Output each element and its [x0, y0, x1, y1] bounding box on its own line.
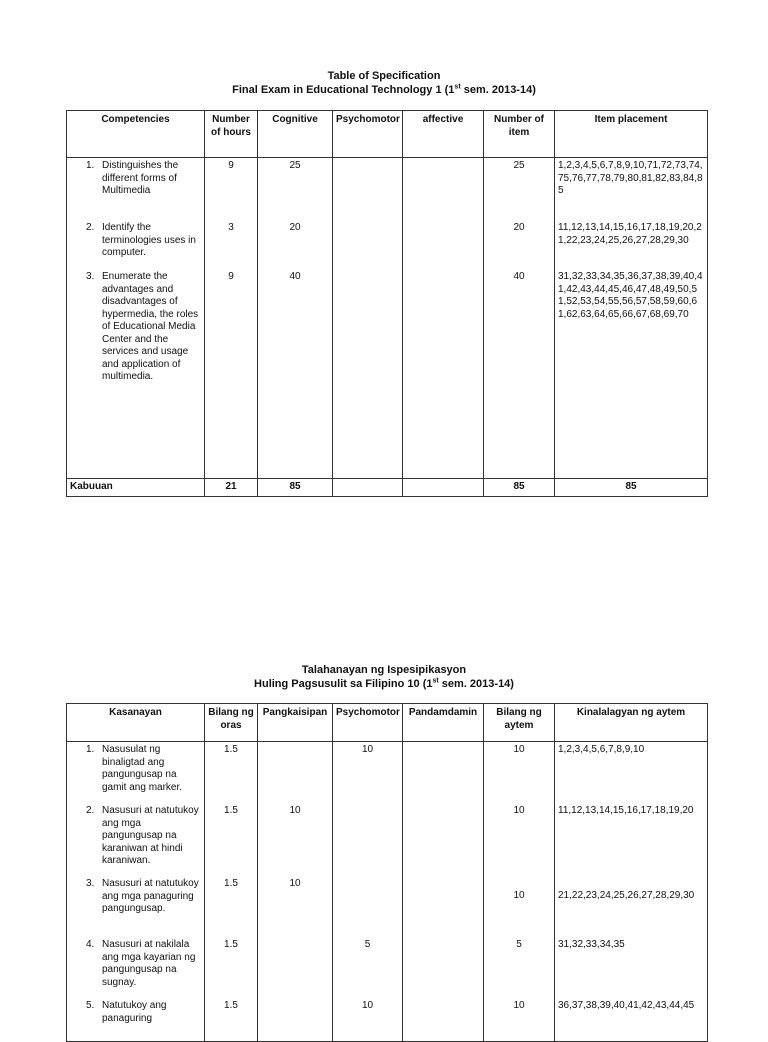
cognitive-value: 25 — [289, 160, 301, 171]
table-row — [67, 158, 708, 479]
hours-value: 1.5 — [224, 939, 238, 950]
placement-value: 11,12,13,14,15,16,17,18,19,20,21,22,23,24,25,26,27,28,29,30 — [558, 222, 702, 246]
items-value: 5 — [516, 939, 522, 950]
table2-header-oras: Bilang ng oras — [205, 704, 258, 742]
table2-header-kinalalagyan: Kinalalagyan ng aytem — [555, 704, 708, 742]
competency-text: Nasusuri at natutukoy ang mga panaguring pangungusap. — [102, 878, 199, 914]
table2-header-kasanayan: Kasanayan — [67, 704, 205, 742]
competency-text: Nasusuri at nakilala ang mga kayarian ng pangungusap na sugnay. — [102, 939, 196, 988]
table1-header-psychomotor: Psychomotor — [333, 111, 403, 158]
list-item — [86, 271, 201, 384]
hours-value: 1.5 — [224, 805, 238, 816]
table2 — [66, 703, 708, 1042]
table1-affective-cell — [403, 158, 484, 479]
item-number: 1. — [86, 744, 95, 755]
pangkaisipan-value: 10 — [289, 805, 301, 816]
item-number: 1. — [86, 160, 95, 171]
list-item — [86, 744, 201, 805]
table1-cognitive-cell — [258, 158, 333, 479]
competency-text: Natutukoy ang panaguring — [102, 1000, 167, 1024]
table1-hours-cell — [205, 158, 258, 479]
total-items: 85 — [484, 479, 555, 497]
total-affective — [403, 479, 484, 497]
table1-placement-cell — [555, 158, 708, 479]
table2-pandamdamin-cell — [403, 742, 484, 1042]
table1-subtitle-prefix: Final Exam in Educational Technology 1 (1 — [232, 84, 455, 96]
table1-header-competencies: Competencies — [67, 111, 205, 158]
table2-subtitle-suffix: sem. 2013-14) — [438, 678, 514, 690]
table2-header-pandamdamin: Pandamdamin — [403, 704, 484, 742]
table1-header-placement: Item placement — [555, 111, 708, 158]
competency-text: Nasusuri at natutukoy ang mga pangungusap na karaniwan at hindi karaniwan. — [102, 805, 199, 866]
hours-value: 3 — [228, 222, 234, 233]
table1-items-cell — [484, 158, 555, 479]
table-row — [67, 742, 708, 1042]
table2-oras-cell — [205, 742, 258, 1042]
table2-header-aytem: Bilang ng aytem — [484, 704, 555, 742]
list-item — [86, 160, 201, 222]
pangkaisipan-value — [261, 744, 329, 805]
items-value: 20 — [513, 222, 525, 233]
placement-value: 1,2,3,4,5,6,7,8,9,10,71,72,73,74,75,76,77,78,79,80,81,82,83,84,85 — [558, 160, 703, 196]
table2-header-pangkaisipan: Pangkaisipan — [258, 704, 333, 742]
total-psychomotor — [333, 479, 403, 497]
items-value: 25 — [513, 160, 525, 171]
items-value: 40 — [513, 271, 525, 282]
item-number: 4. — [86, 939, 95, 950]
item-number: 2. — [86, 222, 95, 233]
table2-header-psychomotor: Psychomotor — [333, 704, 403, 742]
total-hours: 21 — [205, 479, 258, 497]
table2-kasanayan-cell — [67, 742, 205, 1042]
cognitive-value: 40 — [289, 271, 301, 282]
hours-value: 1.5 — [224, 744, 238, 755]
competency-text: Identify the terminologies uses in computer. — [102, 222, 196, 258]
competency-text: Nasusulat ng binaligtad ang pangungusap na gamit ang marker. — [102, 744, 183, 793]
table1-competencies-cell — [67, 158, 205, 479]
placement-value: 31,32,33,34,35 — [558, 939, 625, 950]
psychomotor-value: 10 — [361, 744, 374, 755]
placement-value: 36,37,38,39,40,41,42,43,44,45 — [558, 1000, 695, 1011]
table1-psychomotor-cell — [333, 158, 403, 479]
item-number: 5. — [86, 1000, 95, 1011]
hours-value: 9 — [228, 271, 234, 282]
table1-total-row — [67, 479, 708, 497]
placement-value: 1,2,3,4,5,6,7,8,9,10 — [558, 744, 645, 755]
competency-text: Distinguishes the different forms of Multimedia — [102, 160, 179, 196]
table1-title: Table of Specification — [327, 70, 441, 82]
list-item — [86, 222, 201, 271]
item-number: 3. — [86, 271, 95, 282]
total-label: Kabuuan — [67, 479, 205, 497]
table2-subtitle — [0, 677, 768, 691]
hours-value: 1.5 — [224, 1000, 238, 1011]
psychomotor-value — [336, 805, 399, 878]
items-value: 10 — [513, 744, 525, 755]
placement-value: 21,22,23,24,25,26,27,28,29,30 — [558, 890, 695, 901]
table2-kinalalagyan-cell — [555, 742, 708, 1042]
table1-subtitle-suffix: sem. 2013-14) — [460, 84, 536, 96]
item-number: 2. — [86, 805, 95, 816]
pangkaisipan-value: 10 — [289, 878, 301, 889]
table2-psychomotor-cell — [333, 742, 403, 1042]
cognitive-value: 20 — [289, 222, 301, 233]
placement-value: 31,32,33,34,35,36,37,38,39,40,41,42,43,44,45,46,47,48,49,50,51,52,53,54,55,56,57,58,59,60,61,62,63,64,65,66,67,68,69,70 — [558, 271, 703, 320]
table1-header-affective: affective — [403, 111, 484, 158]
table2-pangkaisipan-cell — [258, 742, 333, 1042]
table2-aytem-cell — [484, 742, 555, 1042]
items-value: 10 — [513, 1000, 525, 1011]
psychomotor-value: 10 — [361, 1000, 374, 1011]
psychomotor-value — [336, 878, 399, 939]
items-value: 10 — [513, 890, 525, 901]
table1-subtitle — [0, 83, 768, 97]
hours-value: 1.5 — [224, 878, 238, 889]
table1-header-hours: Number of hours — [205, 111, 258, 158]
table1-subtitle-sup: st — [454, 83, 461, 91]
table2-subtitle-sup: st — [432, 677, 439, 685]
table2-title: Talahanayan ng Ispesipikasyon — [301, 664, 467, 676]
total-cognitive: 85 — [258, 479, 333, 497]
hours-value: 9 — [228, 160, 234, 171]
table1-header-cognitive: Cognitive — [258, 111, 333, 158]
items-value: 10 — [513, 805, 525, 816]
list-item — [86, 1000, 201, 1025]
pangkaisipan-value — [261, 939, 329, 1000]
item-number: 3. — [86, 878, 95, 889]
table2-subtitle-prefix: Huling Pagsusulit sa Filipino 10 (1 — [254, 678, 433, 690]
list-item — [86, 878, 201, 939]
placement-value: 11,12,13,14,15,16,17,18,19,20 — [558, 805, 694, 816]
list-item — [86, 939, 201, 1000]
psychomotor-value: 5 — [364, 939, 371, 950]
total-placement: 85 — [555, 479, 708, 497]
list-item — [86, 805, 201, 878]
competency-text: Enumerate the advantages and disadvantages of hypermedia, the roles of Educational Media Center and the services and usage and application of multimedia. — [102, 271, 199, 382]
table1-header-items: Number of item — [484, 111, 555, 158]
table1 — [66, 110, 708, 497]
